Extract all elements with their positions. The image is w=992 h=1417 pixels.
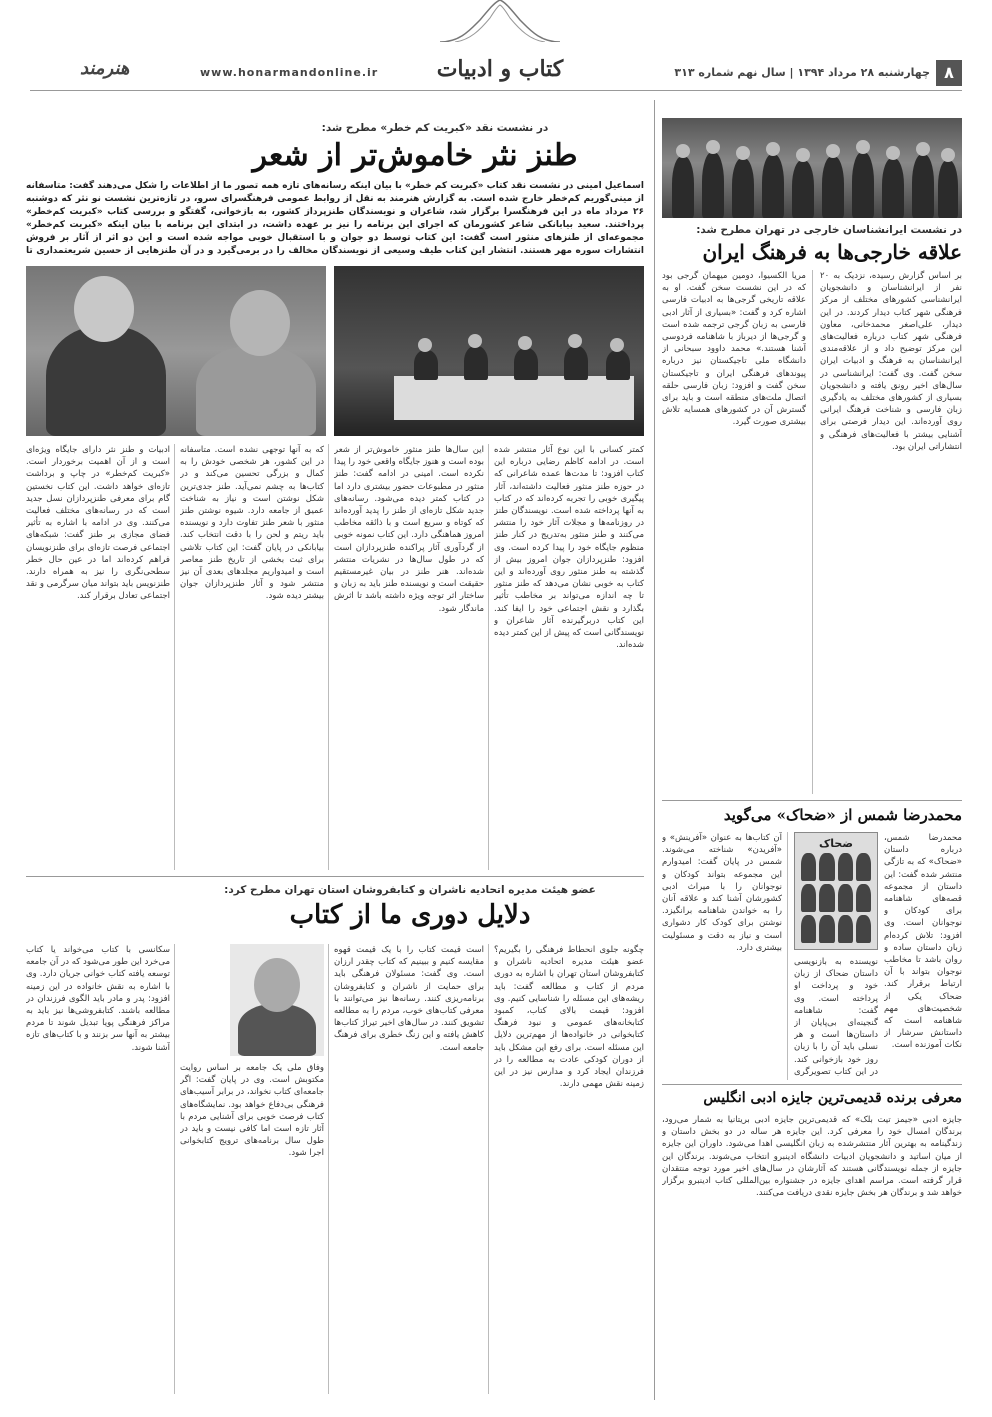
zahhak-col-1: محمدرضا شمس، درباره داستان «ضحاک» که به تازگی منتشر شده گفت: این داستان از مجموعه قصه‌های شاهنامه برای کودکان و نوجوانان است. وی افزود: تلاش کرده‌ام زبان داستان ساده و روان باشد تا مخاطب نوجوان بتواند با آن ارتباط برقرار کند. ضحاک یکی از شخصیت‌های مهم شاهنامه است که داستانش سرشار از نکات آموزنده است. [884, 833, 962, 1051]
iran-headline: علاقه خارجی‌ها به فرهنگ ایران [702, 240, 962, 264]
page-header [0, 0, 992, 100]
book-title: ضحاک [819, 837, 853, 850]
site-url[interactable]: www.honarmandonline.ir [200, 66, 379, 79]
board-member-portrait [230, 944, 324, 1056]
iran-col-2: مریا الکسیوا، دومین میهمان گرجی بود که در این نشست سخن گفت. او به علاقه تاریخی گرجی‌ها به ادبیات فارسی اشاره کرد و گفت: «بسیاری از آثار ادبی فارسی به زبان گرجی ترجمه شده است و گرجی‌ها از دیرباز با شاهنامه فردوسی آشنا هستند.» محمد داوود سبحانی از دانشگاه ملی تاجیکستان نیز درباره پیوندهای فرهنگی ایران و تاجیکستان سخن گفت و افزود: زبان فارسی حلقه اتصال ملت‌های منطقه است و باید برای گسترش آن در کشورهای همسایه تلاش بیشتری صورت گیرد. [662, 271, 806, 428]
header-divider [30, 90, 962, 91]
zahhak-col-2: نویسنده به بازنویسی داستان ضحاک از زبان خود و پرداخت او پرداخته است. وی گفت: شاهنامه گنجینه‌ای بی‌پایان از داستان‌ها است و هر نسلی باید آن را با زبان روز خود بازخوانی کند. در این کتاب تصویرگری [794, 957, 878, 1077]
ornament-icon [440, 0, 560, 42]
distance-headline: دلایل دوری ما از کتاب [289, 900, 531, 930]
prize-body: جایزه ادبی «جیمز تیت بلک» که قدیمی‌ترین جایزه ادبی بریتانیا به شمار می‌رود، برندگان امسال خود را معرفی کرد. این جایزه هر ساله در دو بخش داستان و زندگینامه به بهترین آثار منتشرشده به زبان انگلیسی اهدا می‌شود. داوران این جایزه از میان اساتید و دانشجویان ادبیات دانشگاه ادینبرو انتخاب می‌شوند. برندگان این جایزه از جمله نویسندگانی هستند که آثارشان در سال‌های اخیر مورد توجه منتقدان قرار گرفته است. مراسم اهدای جایزه در جشنواره بین‌المللی کتاب ادینبرو برگزار خواهد شد و برندگان هر بخش جایزه نقدی دریافت می‌کنند. [662, 1115, 962, 1199]
distance-col-3: وفاق ملی یک جامعه بر اساس روایت مکتوبش است. وی در پایان گفت: اگر جامعه‌ای کتاب نخواند، در برابر آسیب‌های فرهنگی بی‌دفاع خواهد بود. نمایشگاه‌های کتاب فرصت خوبی برای آشنایی مردم با آثار تازه است اما کافی نیست و باید در طول سال برنامه‌های ترویج کتابخوانی اجرا شود. [180, 1063, 324, 1159]
page-number: ۸ [936, 60, 962, 86]
distance-kicker: عضو هیئت مدیره اتحادیه ناشران و کتابفروشان استان تهران مطرح کرد: [224, 884, 596, 896]
distance-col-2: است قیمت کتاب را با یک قیمت قهوه مقایسه کنیم و ببینیم که کتاب چقدر ارزان است. وی گفت: مسئولان فرهنگی باید برای حمایت از ناشران و کتابفروشان برنامه‌ریزی کنند. رسانه‌ها نیز می‌توانند با معرفی کتاب‌های خوب، مردم را به مطالعه تشویق کنند. در سال‌های اخیر تیراژ کتاب‌ها کاهش یافته و این زنگ خطری برای فرهنگ جامعه است. [334, 945, 484, 1053]
satire-headline: طنز نثر خاموش‌تر از شعر [252, 138, 578, 173]
iran-kicker: در نشست ایرانشناسان خارجی در تهران مطرح شد: [696, 224, 962, 236]
zahhak-col-3: آن کتاب‌ها به عنوان «آفرینش» و «آفریدن» شناخته می‌شوند. شمس در پایان گفت: امیدوارم این مجموعه بتواند کودکان و نوجوانان را با میراث ادبی کشورشان آشنا کند و علاقه آنان را به خواندن شاهنامه برانگیزد. نوشتن برای کودک کار دشواری است و نیاز به دقت و مسئولیت بیشتری دارد. [662, 833, 782, 953]
distance-col-4: سکانسی با کتاب می‌خواند یا کتاب می‌خرد این طور می‌شود که در آن جامعه توسعه یافته کتاب خوانی جریان دارد. وی با اشاره به نقش خانواده در این زمینه افزود: پدر و مادر باید الگوی فرزندان در مطالعه باشند. کتابفروشی‌ها نیز باید به مراکز فرهنگی پویا تبدیل شوند تا مردم بیشتر به آنها سر بزنند و با کتاب‌های تازه آشنا شوند. [26, 945, 170, 1053]
satire-col-4: ادبیات و طنز نثر دارای جایگاه ویژه‌ای است و از آن اهمیت برخوردار است. «کبریت کم‌خطر» در چاپ و برداشت تازه‌ای خواهد داشت. این کتاب نخستین گام برای معرفی طنزپردازان نسل جدید است که در رسانه‌های مختلف فعالیت می‌کنند. وی در ادامه با اشاره به تأثیر فضای مجازی بر طنز گفت: شبکه‌های اجتماعی فرصت تازه‌ای برای طنزنویسان فراهم کرده‌اند اما در عین حال خطر سطحی‌نگری را نیز به همراه دارند. طنزنویس باید بتواند میان سرگرمی و نقد اجتماعی تعادل برقرار کند. [26, 445, 170, 602]
satire-col-3: که به آنها توجهی نشده است. متاسفانه در این کشور، هر شخصی خودش را به کمال و بزرگی تحسین می‌کند و در کتاب‌ها به چشم نمی‌آید. طنز جدی‌ترین شکل نوشتن است و نیاز به شناخت عمیق از جامعه دارد. شیوه نوشتن طنز منثور با شعر طنز تفاوت دارد و نویسنده باید ریتم و لحن را با دقت انتخاب کند. بیابانکی در پایان گفت: این کتاب تلاشی برای ثبت بخشی از تاریخ طنز معاصر است و امیدواریم مجلدهای بعدی آن نیز منتشر شود و آثار طنزپردازان جوان بیشتر دیده شود. [180, 445, 324, 602]
iranologists-photo [662, 118, 962, 218]
satire-col-2: این سال‌ها طنز منثور خاموش‌تر از شعر بوده است و هنوز جایگاه واقعی خود را پیدا نکرده است. امینی در ادامه گفت: طنز منثور در مطبوعات حضور بیشتری دارد اما در کتاب کمتر دیده می‌شود. رسانه‌های جدید شکل تازه‌ای از طنز را پدید آورده‌اند که کوتاه و سریع است و با ذائقه مخاطب امروز هماهنگی دارد. این کتاب نمونه خوبی از گردآوری آثار پراکنده طنزپردازان است که در طول سال‌ها در نشریات منتشر شده‌اند. هنر طنز در بیان غیرمستقیم حقیقت است و نویسنده طنز باید به زبان و ساختار اثر توجه ویژه داشته باشد تا اثرش ماندگار شود. [334, 445, 484, 614]
panel-discussion-photo [334, 266, 644, 436]
brand-logo: هنرمند [80, 58, 130, 79]
zahhak-headline: محمدرضا شمس از «ضحاک» می‌گوید [723, 806, 962, 824]
iran-col-1: بر اساس گزارش رسیده، نزدیک به ۲۰ نفر از ایرانشناسان و دانشجویان ایرانشناسی کشورهای مختلف از مرکز فرهنگی شهر کتاب دیدار کردند. در این دیدار، علی‌اصغر محمدخانی، معاون فرهنگی شهر کتاب درباره فعالیت‌های این مرکز توضیح داد و از علاقه‌مندی ایرانشناسان به فرهنگ و ادبیات ایران سخن گفت. وی گفت: ایرانشناسی در سال‌های اخیر رونق یافته و دانشجویان بسیاری از کشورهای مختلف به یادگیری زبان فارسی و شناخت فرهنگ ایرانی روی آورده‌اند. این دیدار فرصتی برای آشنایی بیشتر با فعالیت‌های فرهنگی و انتشاراتی ایران بود. [820, 271, 962, 452]
prize-headline: معرفی برنده قدیمی‌ترین جایزه ادبی انگلیس [703, 1090, 962, 1106]
zahhak-book-cover [794, 832, 878, 950]
distance-col-1: چگونه جلوی انحطاط فرهنگی را بگیریم؟ عضو هیئت مدیره اتحادیه ناشران و کتابفروشان استان تهران با اشاره به دوری مردم از کتاب و مطالعه گفت: باید ریشه‌های این مسئله را شناسایی کنیم. وی افزود: قیمت بالای کتاب، کمبود کتابخانه‌های عمومی و نبود فرهنگ کتابخوانی در خانواده‌ها از مهم‌ترین دلایل این مسئله است. برای رفع این مشکل باید از دوران کودکی عادت به مطالعه را در فرزندان ایجاد کرد و مدارس نیز در این زمینه نقش مهمی دارند. [494, 945, 644, 1090]
satire-kicker: در نشست نقد «کبریت کم خطر» مطرح شد: [321, 122, 549, 134]
satire-lead: اسماعیل امینی در نشست نقد کتاب «کبریت کم خطر» با بیان اینکه رسانه‌های تازه همه تصور ما از اطلاعات را شکل می‌دهند گفت: متاسفانه از مینی‌گوریم کم‌خطر خارج شده است. به گزارش هنرمند به نقل از روابط عمومی فرهنگسرای سرو، در تازه‌ترین نشست نو نثر که دوشنبه ۲۶ مرداد ماه در این فرهنگسرا برگزار شد، شاعران و نویسندگان طنزپرداز کشور، به بازخوانی، گفتگو و بررسی کتاب «کبریت کم‌خطر» پرداختند. سعید بیابانکی شاعر کشورمان که اجرای این برنامه را نیز بر عهده داشت، در ابتدای این برنامه با بیان اینکه «کبریت کم‌خطر» مجموعه‌ای از طنزهای منثور است گفت: این کتاب توسط دو جوان و با استقبال خوبی مواجه شده است و این دو اثر از آثار بر فروش انتشارات سوره مهر هستند. انتشار این کتاب طیف وسیعی از نویسندگان مخالف را در برمی‌گیرد و در آن طنزهایی از حسین شریعتمداری تا [26, 181, 644, 256]
issue-date: چهارشنبه ۲۸ مرداد ۱۳۹۴ | سال نهم شماره ۳۱۳ [674, 66, 930, 79]
satire-col-1: کمتر کسانی با این نوع آثار منتشر شده است. در ادامه کاظم رضایی درباره این کتاب افزود: تا مدت‌ها عمده شاعرانی که در حوزه طنز منثور فعالیت داشته‌اند، آثار پیگیری خوبی را تجربه کرده‌اند که در کتاب به آنها پرداخته شده است. نویسندگان طنز در روزنامه‌ها و مجلات آثار خود را منتشر می‌کنند و طنز منثور به‌تدریج در کنار طنز منظوم جایگاه خود را پیدا کرده است. وی افزود: طنزپردازان جوان امروز بیش از گذشته به طنز منثور روی آورده‌اند و این کتاب به خوبی نشان می‌دهد که طنز منثور تا چه اندازه می‌تواند بر مخاطب تأثیر بگذارد و نقش اجتماعی خود را ایفا کند. این کتاب دربرگیرنده آثار شاعران و نویسندگانی است که پیش از این کمتر دیده شده‌اند. [494, 445, 644, 651]
section-title: کتاب و ادبیات [436, 56, 564, 82]
laughing-men-photo [26, 266, 326, 436]
